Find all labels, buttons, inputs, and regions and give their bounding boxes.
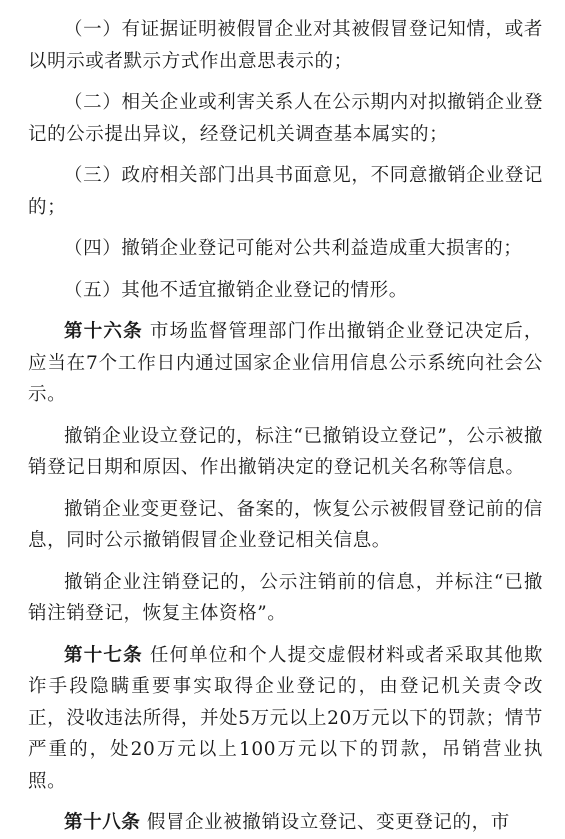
article-number: 第十七条 [64, 644, 143, 666]
paragraph [0, 233, 565, 265]
paragraph-text: （一）有证据证明被假冒企业对其被假冒登记知情，或者以明示或者默示方式作出意思表示的； [28, 19, 543, 72]
paragraph-text: 撤销企业设立登记的，标注“已撤销设立登记”，公示被撤销登记日期和原因、作出撤销决定的登记机关名称等信息。 [28, 425, 543, 478]
paragraph [0, 160, 565, 223]
paragraph [0, 14, 565, 77]
paragraph [0, 87, 565, 150]
paragraph [0, 640, 565, 798]
paragraph [0, 807, 565, 839]
article-number: 第十八条 [64, 812, 141, 833]
paragraph-text: 假冒企业被撤销设立登记、变更登记的，市 [140, 812, 510, 833]
paragraph [0, 494, 565, 557]
paragraph-text: 市场监督管理部门作出撤销企业登记决定后，应当在7个工作日内通过国家企业信用信息公示系统向社会公示。 [28, 321, 544, 405]
paragraph [0, 275, 565, 307]
paragraph [0, 567, 565, 630]
paragraph [0, 316, 565, 411]
paragraph-text: 撤销企业注销登记的，公示注销前的信息，并标注“已撤销注销登记，恢复主体资格”。 [28, 571, 543, 624]
paragraph-text: （五）其他不适宜撤销企业登记的情形。 [64, 279, 408, 301]
paragraph [0, 421, 565, 484]
paragraph-text: 任何单位和个人提交虚假材料或者采取其他欺诈手段隐瞒重要事实取得企业登记的，由登记机关责令改正，没收违法所得，并处5万元以上20万元以下的罚款；情节严重的，处20万元以上100万元以下的罚款，吊销营业执照。 [28, 644, 544, 792]
paragraph-text: （四）撤销企业登记可能对公共利益造成重大损害的； [64, 238, 523, 259]
article-number: 第十六条 [64, 321, 143, 342]
paragraph-text: （三）政府相关部门出具书面意见，不同意撤销企业登记的； [28, 165, 543, 218]
paragraph-text: 撤销企业变更登记、备案的，恢复公示被假冒登记前的信息，同时公示撤销假冒企业登记相关信息。 [28, 498, 543, 551]
paragraph-text: （二）相关企业或利害关系人在公示期内对拟撤销企业登记的公示提出异议，经登记机关调查基本属实的； [28, 92, 543, 145]
